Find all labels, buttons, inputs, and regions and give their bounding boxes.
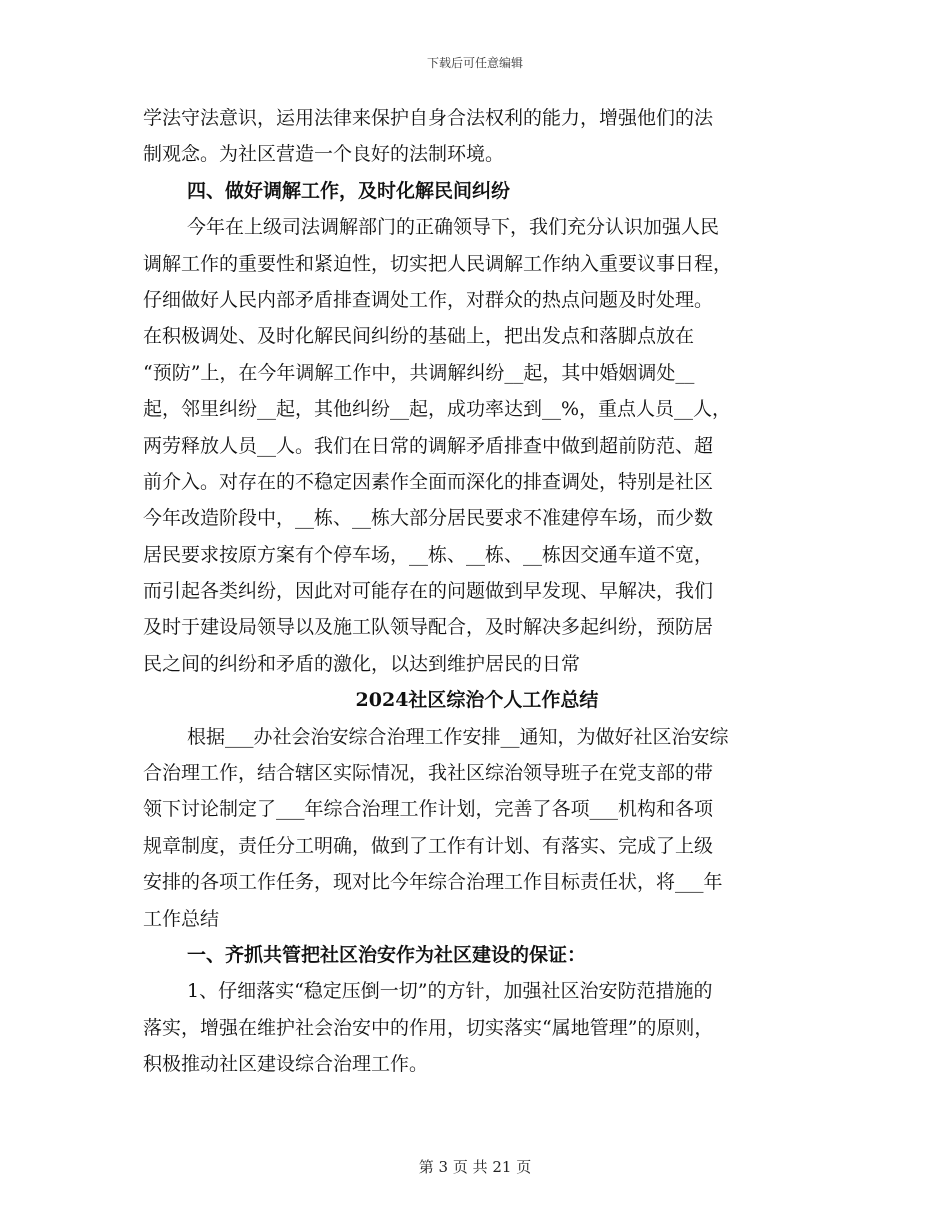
document-title: 2024社区综治个人工作总结: [355, 689, 599, 712]
body-line: 居民要求按原方案有个停车场，__栋、__栋、__栋因交通车道不宽，: [143, 543, 714, 566]
body-line: 制观念。为社区营造一个良好的法制环境。: [143, 143, 505, 166]
body-line: 两劳释放人员__人。我们在日常的调解矛盾排查中做到超前防范、超: [143, 434, 714, 457]
page-footer: 第 3 页 共 21 页: [418, 1158, 532, 1176]
body-line: 起，邻里纠纷__起，其他纠纷__起，成功率达到__%，重点人员__人，: [143, 398, 732, 421]
body-line: 今年在上级司法调解部门的正确领导下，我们充分认识加强人民: [187, 216, 720, 239]
body-line: 而引起各类纠纷，因此对可能存在的问题做到早发现、早解决，我们: [143, 580, 714, 603]
body-line: 根据___办社会治安综合治理工作安排__通知，为做好社区治安综: [187, 725, 729, 748]
body-line: “预防”上，在今年调解工作中，共调解纠纷__起，其中婚姻调处__: [143, 361, 695, 384]
body-line: 工作总结: [143, 907, 220, 930]
page-header: 下载后可任意编辑: [426, 56, 523, 70]
body-line: 规章制度，责任分工明确，做到了工作有计划、有落实、完成了上级: [143, 834, 714, 857]
body-line: 及时于建设局领导以及施工队领导配合，及时解决多起纠纷，预防居: [143, 616, 714, 639]
body-line: 学法守法意识，运用法律来保护自身合法权利的能力，增强他们的法: [143, 107, 714, 129]
section-heading: 一、齐抓共管把社区治安作为社区建设的保证：: [187, 943, 587, 966]
body-line: 积极推动社区建设综合治理工作。: [143, 1053, 429, 1076]
body-line: 领下讨论制定了___年综合治理工作计划，完善了各项___机构和各项: [143, 798, 714, 821]
body-line: 民之间的纠纷和矛盾的激化，以达到维护居民的日常: [143, 652, 581, 675]
body-line: 合治理工作，结合辖区实际情况，我社区综治领导班子在党支部的带: [143, 762, 714, 785]
document-body: [143, 100, 811, 1083]
body-line: 调解工作的重要性和紧迫性，切实把人民调解工作纳入重要议事日程，: [143, 252, 733, 275]
body-line: 在积极调处、及时化解民间纠纷的基础上，把出发点和落脚点放在: [143, 325, 695, 348]
body-line: 安排的各项工作任务，现对比今年综合治理工作目标责任状，将___年: [143, 871, 723, 894]
body-line: 1、仔细落实“稳定压倒一切”的方针，加强社区治安防范措施的: [187, 980, 713, 1003]
body-line: 今年改造阶段中，__栋、__栋大部分居民要求不准建停车场，而少数: [143, 507, 714, 530]
body-line: 仔细做好人民内部矛盾排查调处工作，对群众的热点问题及时处理。: [143, 288, 714, 311]
body-line: 落实，增强在维护社会治安中的作用，切实落实“属地管理”的原则，: [143, 1016, 714, 1039]
section-heading: 四、做好调解工作，及时化解民间纠纷: [187, 179, 511, 202]
body-line: 前介入。对存在的不稳定因素作全面而深化的排查调处，特别是社区: [143, 470, 714, 493]
